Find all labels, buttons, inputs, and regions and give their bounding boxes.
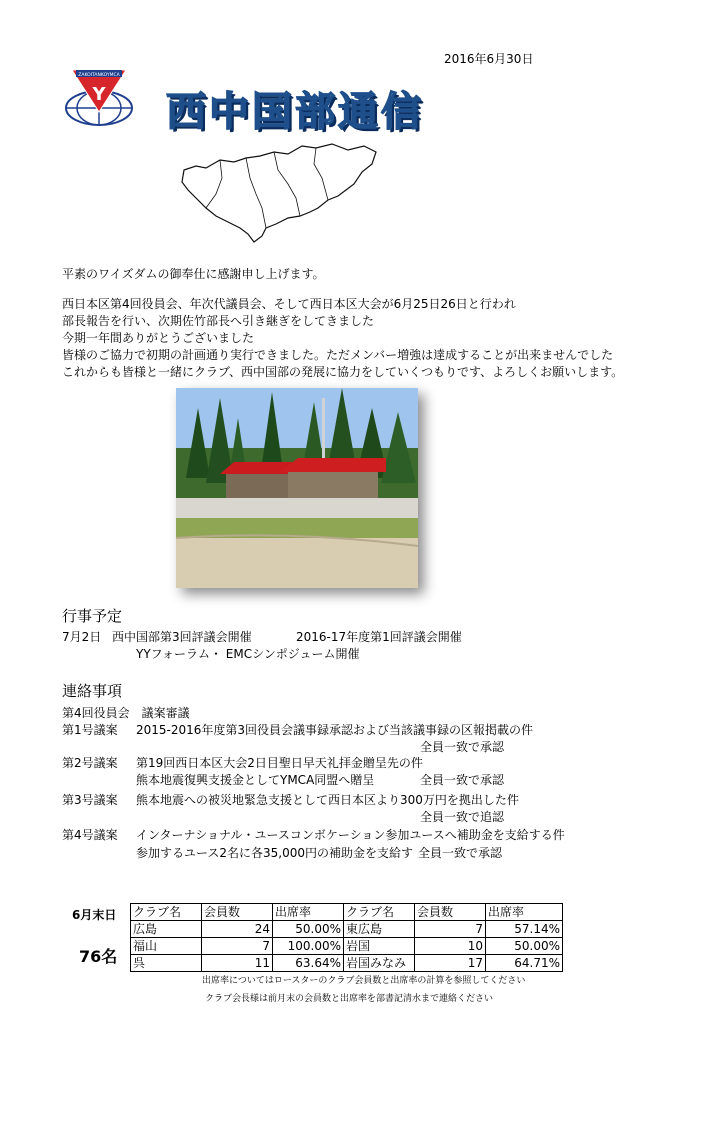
club-name: 岩国 [344,938,415,955]
reporting-note: クラブ会長様は前月末の会員数と出席率を部書記清水まで連絡ください [205,994,494,1004]
report-line: 部長報告を行い、次期佐竹部長へ引き継ぎをしてきました [62,314,375,328]
agenda-text: 熊本地震復興支援金としてYMCA同盟へ贈呈 [136,773,375,787]
column-header: クラブ名 [344,904,415,921]
agenda-text: 熊本地震への被災地緊急支援として西日本区より300万円を拠出した件 [136,793,519,807]
member-count: 17 [415,955,486,972]
agenda-result: 全員一致で承認 [420,773,505,787]
total-members: 76名 [79,947,118,966]
attendance-rate: 50.00% [486,938,563,955]
member-count: 7 [202,938,273,955]
agenda-label: 第4号議案 [62,828,118,842]
agenda-text: 第19回西日本区大会2日目聖日早天礼拝金贈呈先の件 [136,756,423,770]
newsletter-title: 西中国部通信 [166,89,424,135]
attendance-rate: 50.00% [273,921,344,938]
club-name: 呉 [131,955,202,972]
attendance-rate: 63.64% [273,955,344,972]
events-heading: 行事予定 [62,607,123,625]
member-count: 7 [415,921,486,938]
column-header: 会員数 [202,904,273,921]
month-end-label: 6月末日 [72,908,117,922]
report-line: 西日本区第4回役員会、年次代議員会、そして西日本区大会が6月25日26日と行われ [62,297,516,311]
greeting-text: 平素のワイズダムの御奉仕に感謝申し上げます。 [62,267,325,281]
agenda-result: 全員一致で承認 [418,846,503,860]
column-header: 出席率 [273,904,344,921]
attendance-rate: 57.14% [486,921,563,938]
report-line: 皆様のご協力で初期の計画通り実行できました。ただメンバー増強は達成することが出来ませんでした [62,348,614,362]
club-name: 岩国みなみ [344,955,415,972]
agenda-text: 参加するユース2名に各35,000円の補助金を支給す [136,846,414,860]
event-item: 2016-17年度第1回評議会開催 [296,630,462,644]
agenda-label: 第3号議案 [62,793,118,807]
member-count: 24 [202,921,273,938]
event-item: 西中国部第3回評議会開催 [112,630,252,644]
ys-mens-logo [64,66,134,136]
agenda-label: 第1号議案 [62,723,118,737]
agenda-text: インターナショナル・ユースコンボケーション参加ユースへ補助金を支給する件 [136,828,565,842]
table-row [131,921,563,938]
table-row [131,938,563,955]
table-row [131,955,563,972]
agenda-result: 全員一致で追認 [420,810,505,824]
club-name: 福山 [131,938,202,955]
table-header-row [131,904,563,921]
agenda-result: 全員一致で承認 [420,740,505,754]
attendance-rate: 64.71% [486,955,563,972]
column-header: クラブ名 [131,904,202,921]
member-count: 11 [202,955,273,972]
agenda-label: 第2号議案 [62,756,118,770]
attendance-rate: 100.00% [273,938,344,955]
event-item: YYフォーラム・ EMCシンポジューム開催 [136,647,360,661]
attendance-note: 出席率についてはロースターのクラブ会員数と出席率の計算を参照してください [202,976,526,986]
svg-text:ZAKOITANKOYMCA: ZAKOITANKOYMCA [78,73,120,78]
membership-table [130,903,563,972]
event-date: 7月2日 [62,630,102,644]
notices-heading: 連絡事項 [62,682,123,700]
report-body [62,296,623,381]
svg-text:Y: Y [92,84,106,105]
report-line: 今期一年間ありがとうございました [62,331,255,345]
column-header: 会員数 [415,904,486,921]
club-name: 広島 [131,921,202,938]
report-line: これからも皆様と一緒にクラブ、西中国部の発展に協力をしていくつもりです、よろしくお願いします。 [62,365,624,379]
chugoku-region-map [176,138,386,248]
column-header: 出席率 [486,904,563,921]
meeting-subheading: 第4回役員会 議案審議 [62,706,190,720]
member-count: 10 [415,938,486,955]
club-name: 東広島 [344,921,415,938]
yamp-camp-photo [176,388,418,588]
issue-date: 2016年6月30日 [444,52,534,66]
agenda-text: 2015-2016年度第3回役員会議事録承認および当該議事録の区報掲載の件 [136,723,534,737]
